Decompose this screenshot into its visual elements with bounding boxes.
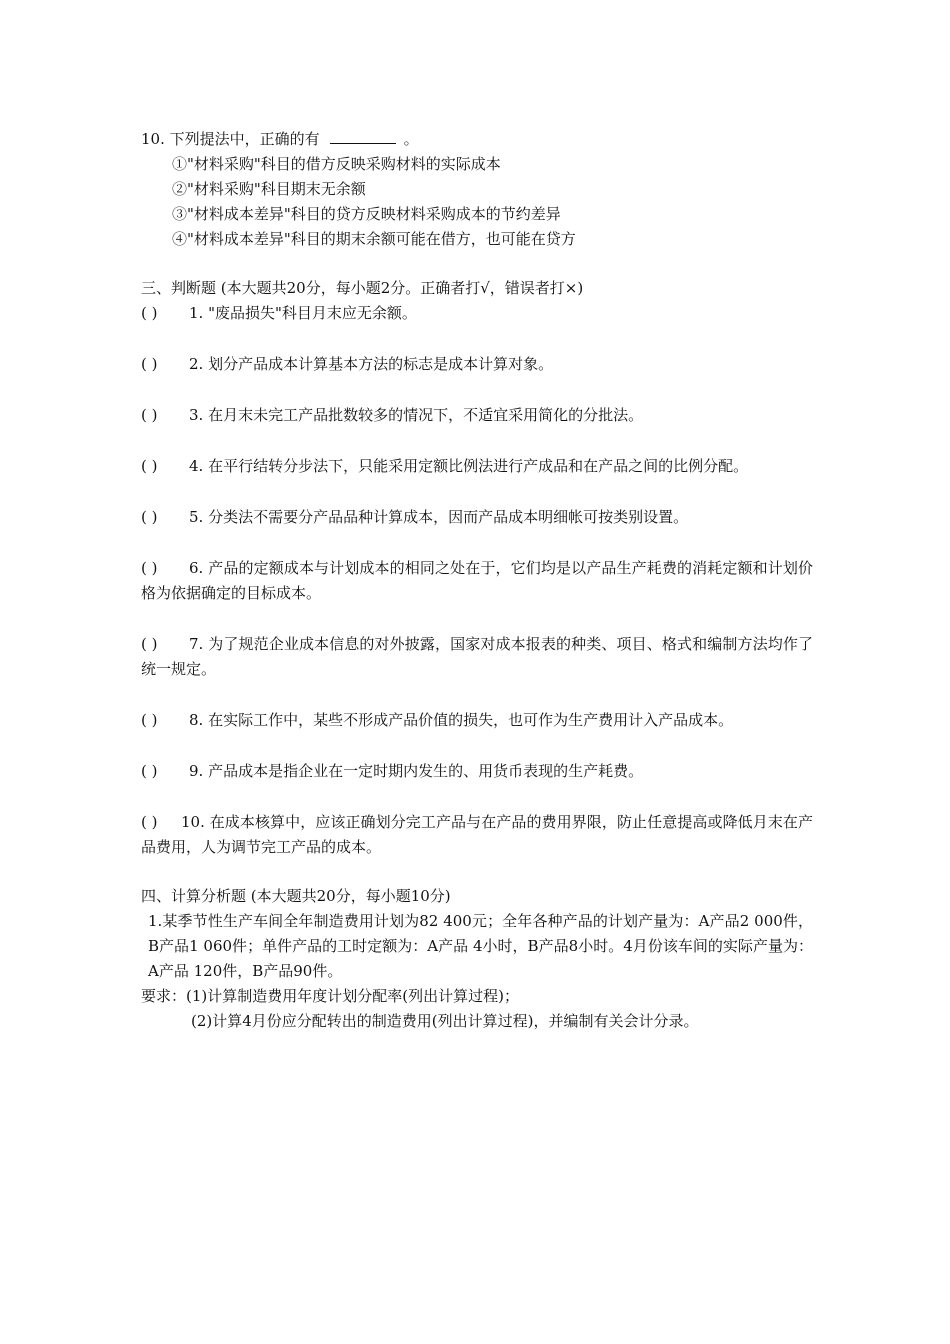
judge-item-7 bbox=[141, 632, 813, 682]
judge-text: 8. 在实际工作中，某些不形成产品价值的损失，也可作为生产费用计入产品成本。 bbox=[189, 711, 734, 729]
question-10-end: 。 bbox=[403, 130, 419, 148]
requirement-1 bbox=[141, 984, 813, 1009]
section-3-heading: 三、判断题 (本大题共20分，每小题2分。正确者打√，错误者打×) bbox=[141, 279, 584, 297]
page-content bbox=[141, 127, 813, 1034]
question-10-option-4: ④"材料成本差异"科目的期末余额可能在借方，也可能在贷方 bbox=[172, 230, 576, 248]
judge-text: 3. 在月末未完工产品批数较多的情况下，不适宜采用简化的分批法。 bbox=[189, 406, 644, 424]
section-4-heading: 四、计算分析题 (本大题共20分，每小题10分) bbox=[141, 887, 451, 905]
requirement-label: 要求： bbox=[141, 987, 187, 1005]
judge-text: 2. 划分产品成本计算基本方法的标志是成本计算对象。 bbox=[189, 355, 554, 373]
question-10-text: 10. 下列提法中，正确的有 bbox=[141, 130, 320, 148]
judge-paren: ( ) bbox=[141, 762, 158, 780]
judge-item-8 bbox=[141, 708, 813, 733]
question-10-option-3: ③"材料成本差异"科目的贷方反映材料采购成本的节约差异 bbox=[172, 205, 561, 223]
judge-item-1 bbox=[141, 301, 813, 326]
judge-paren: ( ) bbox=[141, 813, 158, 831]
judge-item-2 bbox=[141, 352, 813, 377]
judge-item-5 bbox=[141, 505, 813, 530]
judge-paren: ( ) bbox=[141, 355, 158, 373]
judge-item-6 bbox=[141, 556, 813, 606]
judge-text: 4. 在平行结转分步法下，只能采用定额比例法进行产成品和在产品之间的比例分配。 bbox=[189, 457, 749, 475]
question-10-option-2: ②"材料采购"科目期末无余额 bbox=[172, 180, 366, 198]
problem-1-text: 1.某季节性生产车间全年制造费用计划为82 400元；全年各种产品的计划产量为：A产品2 000件，B产品1 060件；单件产品的工时定额为：A产品 4小时，B产品8小时。4月份该车间的实际产量为：A产品 120件，B产品90件。 bbox=[148, 912, 813, 980]
answer-blank bbox=[330, 129, 396, 144]
judge-paren: ( ) bbox=[141, 304, 158, 322]
judge-paren: ( ) bbox=[141, 635, 158, 653]
judge-paren: ( ) bbox=[141, 711, 158, 729]
question-10-option-1: ①"材料采购"科目的借方反映采购材料的实际成本 bbox=[172, 155, 501, 173]
judge-text: 6. 产品的定额成本与计划成本的相同之处在于，它们均是以产品生产耗费的消耗定额和计划价格为依据确定的目标成本。 bbox=[141, 559, 813, 602]
judge-item-3 bbox=[141, 403, 813, 428]
judge-item-4 bbox=[141, 454, 813, 479]
question-10-stem bbox=[141, 127, 813, 152]
requirement-1-text: (1)计算制造费用年度计划分配率(列出计算过程)； bbox=[186, 987, 519, 1005]
judge-paren: ( ) bbox=[141, 559, 158, 577]
judge-paren: ( ) bbox=[141, 406, 158, 424]
judge-text: 5. 分类法不需要分产品品种计算成本，因而产品成本明细帐可按类别设置。 bbox=[189, 508, 689, 526]
judge-text: 1. "废品损失"科目月末应无余额。 bbox=[189, 304, 417, 322]
judge-item-10 bbox=[141, 810, 813, 860]
judge-paren: ( ) bbox=[141, 508, 158, 526]
judge-item-9 bbox=[141, 759, 813, 784]
judge-text: 10. 在成本核算中，应该正确划分完工产品与在产品的费用界限，防止任意提高或降低月末在产品费用，人为调节完工产品的成本。 bbox=[141, 813, 813, 856]
judge-text: 9. 产品成本是指企业在一定时期内发生的、用货币表现的生产耗费。 bbox=[189, 762, 644, 780]
requirement-2: (2)计算4月份应分配转出的制造费用(列出计算过程)，并编制有关会计分录。 bbox=[191, 1012, 699, 1030]
judge-text: 7. 为了规范企业成本信息的对外披露，国家对成本报表的种类、项目、格式和编制方法均作了统一规定。 bbox=[141, 635, 813, 678]
judge-paren: ( ) bbox=[141, 457, 158, 475]
